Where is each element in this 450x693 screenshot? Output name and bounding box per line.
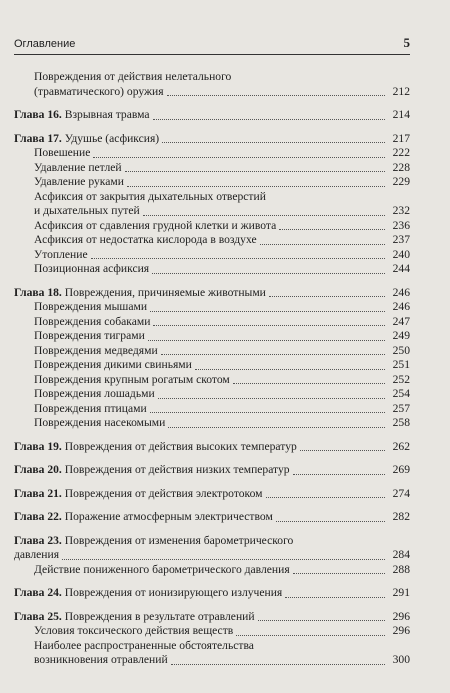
- toc-section: [14, 315, 410, 330]
- entry-line: [34, 416, 410, 431]
- entry-line: [34, 315, 410, 330]
- chapter-title: Повреждения от действия низких температур: [64, 463, 290, 476]
- section-title: Повреждения собаками: [34, 314, 151, 328]
- dot-leader: [143, 215, 385, 216]
- chapter-title: Повреждения от ионизирующего излучения: [64, 586, 283, 599]
- page-ref: 269: [392, 463, 410, 476]
- toc-section: [14, 387, 410, 402]
- entry-line: [14, 286, 410, 301]
- section-title: Асфиксия от недостатка кислорода в воздухе: [34, 233, 257, 246]
- page-ref: 212: [392, 84, 410, 98]
- dot-leader: [276, 521, 385, 522]
- section-title: Повреждения лошадьми: [34, 387, 155, 400]
- toc-section: [14, 70, 410, 99]
- page-ref: 284: [392, 548, 410, 561]
- entry-first-line: Наиболее распространенные обстоятельства: [34, 638, 254, 652]
- toc-section: [14, 358, 410, 373]
- toc-chapter: [14, 286, 410, 301]
- chapter-heading: [14, 463, 290, 478]
- dot-leader: [236, 635, 385, 636]
- section-title: Повешение: [34, 146, 91, 159]
- page-ref: 257: [392, 401, 410, 415]
- dot-leader: [293, 573, 385, 574]
- toc-chapter: [14, 510, 410, 525]
- toc-chapter: [14, 108, 410, 123]
- dot-leader: [168, 427, 385, 428]
- dot-leader: [91, 258, 385, 259]
- toc-chapter: [14, 440, 410, 455]
- entry-line: [14, 510, 410, 525]
- section-title: Удавление руками: [34, 175, 124, 188]
- chapter-title: Повреждения от действия электротоком: [64, 486, 263, 500]
- dot-leader: [148, 340, 385, 341]
- toc-section: [14, 344, 410, 359]
- toc-chapter: [14, 487, 410, 502]
- chapter-heading: [14, 286, 266, 301]
- entry-line: [34, 653, 410, 668]
- page-ref: 300: [392, 653, 410, 666]
- section-title: Позиционная асфиксия: [34, 262, 150, 275]
- entry-line: [14, 487, 410, 502]
- chapter-title: Удушье (асфиксия): [64, 131, 160, 145]
- chapter-label: Глава 23.: [14, 533, 62, 547]
- toc-chapter: [14, 610, 410, 625]
- chapter-label: Глава 24.: [14, 586, 62, 599]
- toc-chapter: [14, 132, 410, 147]
- entry-line: [34, 175, 410, 190]
- page-ref: 237: [392, 233, 410, 246]
- chapter-heading: [14, 510, 273, 525]
- toc-section: [14, 190, 410, 219]
- section-title: Действие пониженного барометрического давления: [34, 562, 290, 576]
- toc-section: [14, 624, 410, 639]
- toc-section: [14, 563, 410, 578]
- section-title: Повреждения тиграми: [34, 329, 145, 342]
- dot-leader: [153, 119, 385, 120]
- dot-leader: [158, 398, 385, 399]
- dot-leader: [233, 383, 385, 384]
- chapter-label: Глава 20.: [14, 463, 62, 476]
- entry-line: [34, 402, 410, 417]
- page-ref: 262: [392, 439, 410, 453]
- section-title: Повреждения крупным рогатым скотом: [34, 372, 230, 386]
- toc-section: [14, 416, 410, 431]
- chapter-heading: [14, 132, 159, 147]
- dot-leader: [93, 157, 385, 158]
- entry-first-line: Асфиксия от закрытия дыхательных отверстий: [34, 189, 266, 203]
- chapter-heading: [14, 108, 150, 123]
- page-ref: 240: [392, 247, 410, 261]
- dot-leader: [152, 273, 385, 274]
- page-ref: 232: [392, 204, 410, 217]
- dot-leader: [279, 229, 385, 230]
- chapter-title: Повреждения от изменения барометрического: [64, 533, 294, 547]
- page-ref: 244: [392, 262, 410, 275]
- chapter-title: Повреждения от действия высоких температур: [64, 439, 297, 453]
- dot-leader: [167, 95, 385, 96]
- toc-section: [14, 233, 410, 248]
- page-ref: 288: [392, 562, 410, 576]
- entry-line: [34, 248, 410, 263]
- entry-line: [34, 204, 410, 219]
- dot-leader: [300, 450, 385, 451]
- dot-leader: [293, 474, 385, 475]
- toc-section: [14, 219, 410, 234]
- section-title: Асфиксия от сдавления грудной клетки и живота: [34, 218, 277, 232]
- toc-section: [14, 161, 410, 176]
- entry-line: [34, 387, 410, 402]
- chapter-heading: [14, 586, 282, 601]
- chapter-label: Глава 25.: [14, 609, 62, 623]
- section-title: возникновения отравлений: [34, 653, 168, 666]
- section-title: Утопление: [34, 247, 88, 261]
- entry-line: [34, 219, 410, 234]
- entry-line: [34, 563, 410, 578]
- entry-line: [34, 233, 410, 248]
- entry-line: [14, 586, 410, 601]
- toc-section: [14, 175, 410, 190]
- entry-line: [34, 329, 410, 344]
- dot-leader: [150, 412, 385, 413]
- dot-leader: [260, 244, 385, 245]
- entry-line: [34, 85, 410, 100]
- page-ref: 246: [392, 300, 410, 313]
- page-ref: 258: [392, 416, 410, 429]
- page-ref: 247: [392, 314, 410, 328]
- entry-line: [34, 300, 410, 315]
- section-title: Удавление петлей: [34, 160, 122, 174]
- page-ref: 251: [392, 358, 410, 371]
- running-head: [14, 34, 410, 55]
- dot-leader: [269, 296, 385, 297]
- entry-line: [34, 373, 410, 388]
- chapter-label: Глава 21.: [14, 486, 62, 500]
- toc-section: [14, 300, 410, 315]
- page-ref: 236: [392, 218, 410, 232]
- dot-leader: [258, 620, 385, 621]
- entry-line: [14, 132, 410, 147]
- chapter-label: Глава 22.: [14, 510, 62, 523]
- table-of-contents: [14, 70, 410, 668]
- dot-leader: [285, 597, 385, 598]
- page-ref: 250: [392, 343, 410, 357]
- entry-line: [34, 624, 410, 639]
- dot-leader: [171, 664, 385, 665]
- toc-section: [14, 248, 410, 263]
- page-ref: 217: [392, 131, 410, 145]
- chapter-label: Глава 17.: [14, 131, 62, 145]
- dot-leader: [62, 559, 385, 560]
- page-ref: 274: [392, 486, 410, 500]
- entry-line: [14, 548, 410, 563]
- dot-leader: [127, 186, 385, 187]
- page-ref: 229: [392, 175, 410, 188]
- section-title: Условия токсического действия веществ: [34, 624, 234, 637]
- entry-line: [34, 161, 410, 176]
- dot-leader: [150, 311, 385, 312]
- page-ref: 296: [392, 609, 410, 623]
- entry-line: [34, 358, 410, 373]
- entry-line: [14, 440, 410, 455]
- page-ref: 291: [392, 586, 410, 599]
- chapter-title: Поражение атмосферным электричеством: [64, 510, 273, 523]
- section-title: (травматического) оружия: [34, 84, 164, 98]
- entry-first-line: Повреждения от действия нелетального: [34, 70, 232, 83]
- toc-section: [14, 146, 410, 161]
- section-title: и дыхательных путей: [34, 204, 140, 217]
- page-ref: 246: [392, 285, 410, 299]
- chapter-title: Повреждения, причиняемые животными: [64, 285, 266, 299]
- section-title: Повреждения насекомыми: [34, 416, 166, 429]
- toc-section: [14, 329, 410, 344]
- toc-section: [14, 639, 410, 668]
- dot-leader: [266, 497, 386, 498]
- chapter-title: Взрывная травма: [64, 108, 150, 121]
- chapter-title: Повреждения в результате отравлений: [64, 609, 255, 623]
- toc-chapter: [14, 586, 410, 601]
- page-ref: 214: [392, 108, 410, 121]
- entry-line: [34, 344, 410, 359]
- section-title: Повреждения медведями: [34, 343, 158, 357]
- toc-section: [14, 373, 410, 388]
- page-ref: 296: [392, 624, 410, 637]
- chapter-label: Глава 19.: [14, 439, 62, 453]
- toc-chapter: [14, 534, 410, 563]
- section-title: Повреждения мышами: [34, 300, 148, 313]
- page-ref: 249: [392, 329, 410, 342]
- section-title: Повреждения дикими свиньями: [34, 358, 192, 371]
- dot-leader: [125, 171, 385, 172]
- toc-chapter: [14, 463, 410, 478]
- dot-leader: [162, 142, 385, 143]
- toc-section: [14, 262, 410, 277]
- entry-line: [14, 108, 410, 123]
- entry-first-line: [14, 534, 410, 549]
- entry-line: [14, 610, 410, 625]
- toc-section: [14, 402, 410, 417]
- entry-line: [14, 463, 410, 478]
- page-number: 5: [403, 35, 410, 50]
- running-head-title: Оглавление: [14, 38, 76, 50]
- chapter-label: Глава 18.: [14, 285, 62, 299]
- dot-leader: [161, 354, 385, 355]
- page-ref: 254: [392, 387, 410, 400]
- chapter-heading: [14, 610, 255, 625]
- page-ref: 228: [392, 160, 410, 174]
- chapter-heading: [14, 487, 263, 502]
- page-ref: 252: [392, 372, 410, 386]
- chapter-heading: [14, 440, 297, 455]
- chapter-label: Глава 16.: [14, 108, 62, 121]
- dot-leader: [153, 325, 385, 326]
- section-title: Повреждения птицами: [34, 401, 147, 415]
- dot-leader: [195, 369, 385, 370]
- page-ref: 222: [392, 146, 410, 159]
- entry-line: [34, 146, 410, 161]
- page-ref: 282: [392, 510, 410, 523]
- chapter-title-continued: давления: [14, 548, 60, 561]
- entry-line: [34, 262, 410, 277]
